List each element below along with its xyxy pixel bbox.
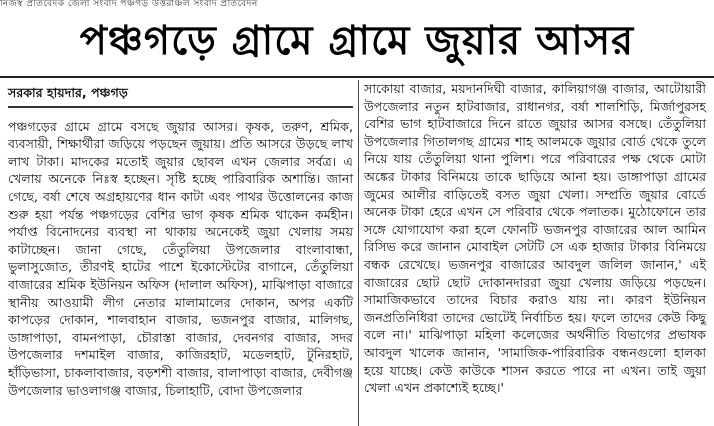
article-column-right (364, 80, 706, 397)
article-body-left: পঞ্চগড়ের গ্রামে গ্রামে বসছে জুয়ার আসর। কৃষক, তরুণ, শ্রমিক, ব্যবসায়ী, শিক্ষার্থীরা জড়িয়ে পড়ছেন জুয়ায়। প্রতি আসরে উড়ছে লাখ লাখ টাকা। মাদকের মতোই জুয়ার ছোবল এখন জেলার সর্বত্র। এ খেলায় অনেকে নিঃস্ব হচ্ছেন। সৃষ্টি হচ্ছে পারিবারিক অশান্তি। জানা গেছে, বর্ষা শেষে অগ্রহায়ণের ধান কাটা এবং পাথর উত্তোলনের কাজ শুরু হয়া পর্যন্ত পঞ্চগড়ের বেশির ভাগ কৃষক শ্রমিক থাকেন কর্মহীন। পর্যাপ্ত বিনোদনের ব্যবস্থা না থাকায় অনেকেই জুয়া খেলায় সময় কাটাচ্ছেন। জানা গেছে, তেঁতুলিয়া উপজেলার বাংলাবান্ধা, ভুলাসুজোত, তীরণই হাটের পাশে ইকোস্টেটের বাগানে, তেঁতুলিয়া বাজারের শ্রমিক ইউনিয়ন অফিস (দালাল অফিস), মাঝিপাড়া বাজারে স্থানীয় আওয়ামী লীগ নেতার মালামালের দোকান, অপর একটি কাপড়ের দোকান, শালবাহান বাজার, ভজনপুর বাজার, মালিগছ, ডাঙ্গাপাড়া, বামনপাড়া, চৌরাস্তা বাজার, দেবনগর বাজার, সদর উপজেলার দশমাইল বাজার, কাজিরহাট, মডেলহাট, টুনিরহাট, হাঁড়িভাসা, চাকলাবাজার, বড়শশী বাজার, বালাপাড়া বাজার, দেবীগঞ্জ উপজেলার ভাওলাগঞ্জ বাজার, চিলাহাটি, বোদা উপজেলার (8, 118, 353, 398)
byline-rule (8, 106, 353, 108)
headline-rule (0, 76, 714, 78)
top-strip-text: নিজস্ব প্রতিবেদক জেলা সংবাদ পঞ্চগড় উত্তরাঞ্চল সংবাদ প্রতিবেদন (0, 0, 258, 9)
byline: সরকার হায়দার, পঞ্চগড় (8, 85, 128, 100)
column-divider (358, 80, 359, 426)
article-body-right: সাকোয়া বাজার, ময়দানদিঘী বাজার, কালিয়াগঞ্জ বাজার, আটোয়ারী উপজেলার নতুন হাটবাজার, রাধানগর, বর্ষা শালশিড়ি, মির্জাপুরসহ বেশির ভাগ হাটবাজারে দিনে রাতে জুয়ার আসর বসছে। তেঁতুলিয়া উপজেলার গিতালগছ গ্রামের শাহ আলমকে জুয়ার বোর্ড থেকে তুলে নিয়ে যায় তেঁতুলিয়া থানা পুলিশ। পরে পরিবারের পক্ষ থেকে মোটা অঙ্কের টাকার বিনিময়ে তাকে ছাড়িয়ে আনা হয়। ডাঙ্গাপাড়া গ্রামের জুমের আলীর বাড়িতেই বসত জুয়া খেলা। সম্প্রতি জুয়ার বোর্ডে অনেক টাকা হেরে এখন সে পরিবার থেকে পলাতক। মুঠোফোনে তার সঙ্গে যোগাযোগ করা হলে ফোনটি ভজনপুর বাজারের আল আমিন রিসিভ করে জানান মোবাইল সেটটি সে এক হাজার টাকার বিনিময়ে বন্ধক রেখেছে। ভজনপুর বাজারের আবদুল জলিল জানান,' এই বাজারের ছোট ছোট দোকানদাররা জুয়া খেলায় জড়িয়ে পড়ছেন। সামাজিকভাবে তাদের বিচার করাও যায় না। কারণ ইউনিয়ন জনপ্রতিনিধিরা তাদের ভোটেই নির্বাচিত হয়। ফলে তাদের কেউ কিছু বলে না।' মাঝিপাড়া মহিলা কলেজের অর্থনীতি বিভাগের প্রভাষক আবদুল খালেক জানান, 'সামাজিক-পারিবারিক বন্ধনগুলো হালকা হয়ে যাচ্ছে। কেউ কাউকে শাসন করতে পারে না এখন। তাই জুয়া খেলা এখন প্রকাশ্যেই হচ্ছে।' (364, 81, 706, 396)
article-column-left (8, 84, 353, 399)
article-headline: পঞ্চগড়ে গ্রামে গ্রামে জুয়ার আসর (79, 17, 635, 64)
